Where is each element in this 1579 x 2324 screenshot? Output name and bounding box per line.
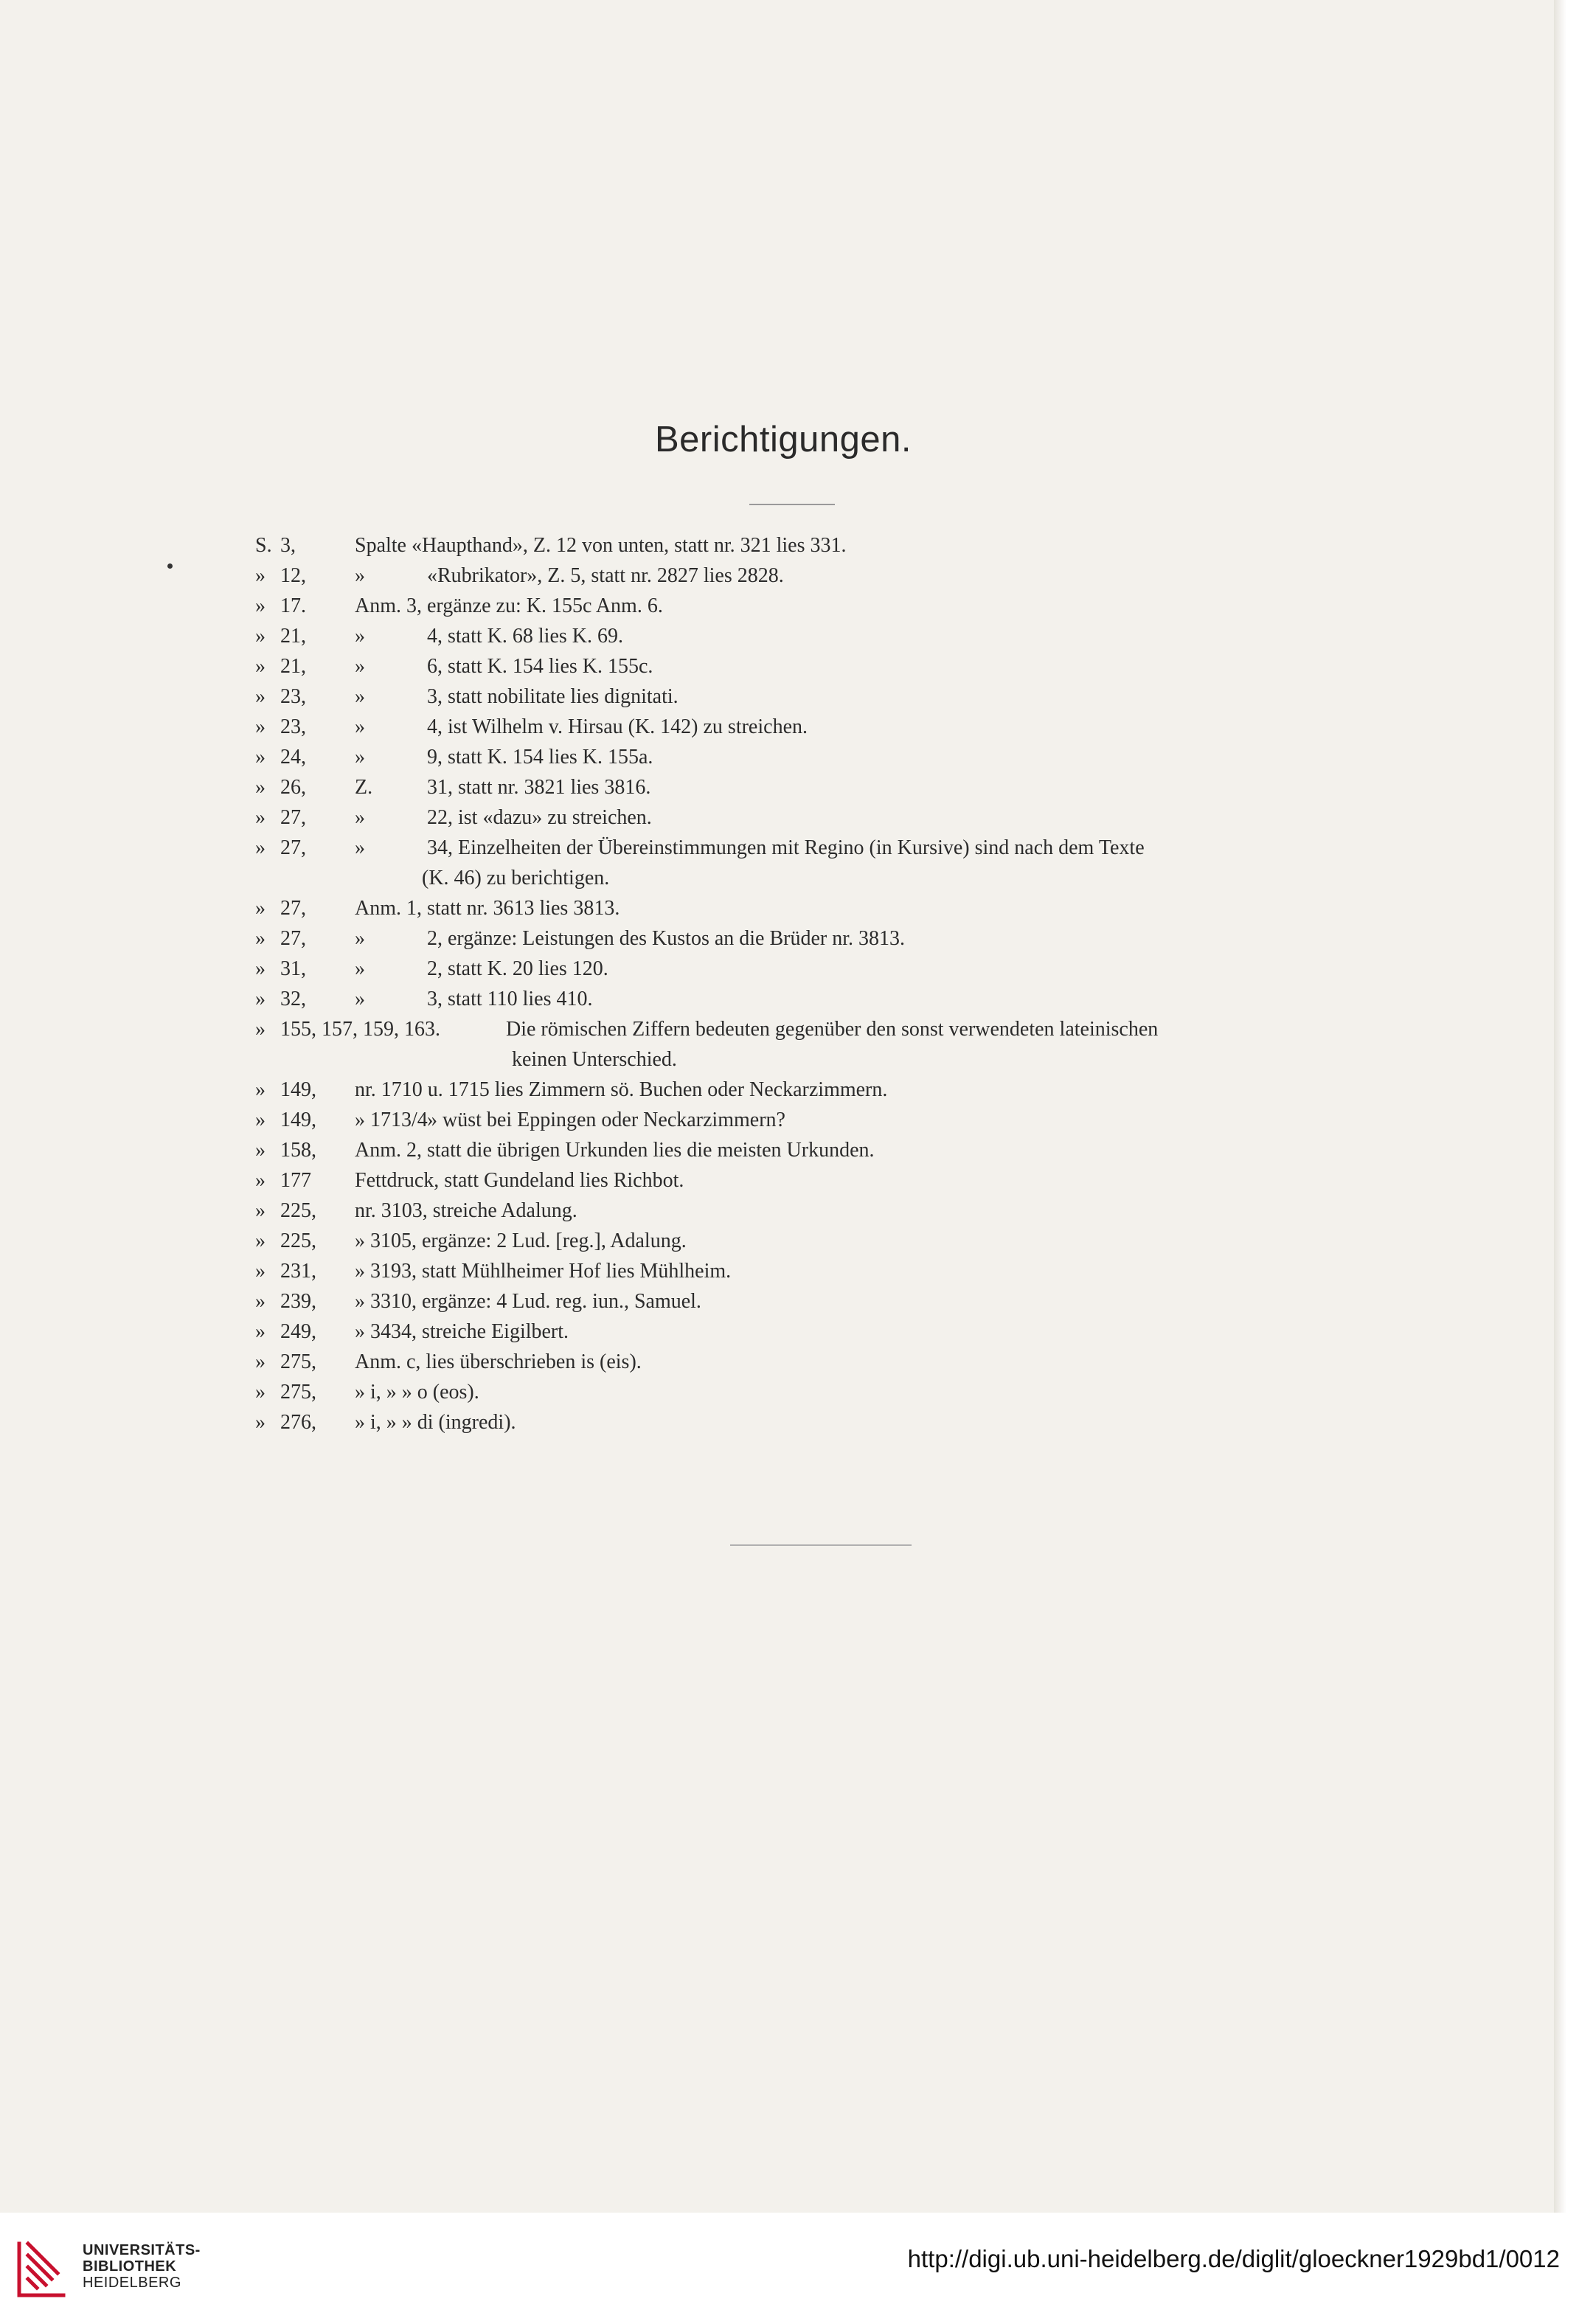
entry-continuation: keinen Unterschied.: [512, 1048, 677, 1071]
entry-page: 239,: [280, 1290, 316, 1313]
entry-reference: Anm. c, lies überschrieben is (eis).: [355, 1350, 642, 1373]
errata-entry: [255, 1347, 1394, 1377]
errata-entry: [255, 984, 1394, 1014]
entry-mark: »: [255, 1229, 266, 1252]
entry-page: 32,: [280, 988, 306, 1010]
entry-page: 23,: [280, 685, 306, 708]
entry-reference: Z.: [355, 776, 373, 799]
entry-mark: S.: [255, 534, 272, 557]
errata-entry: [255, 772, 1394, 802]
university-library-logo-icon: [15, 2239, 68, 2300]
entry-page: 149,: [280, 1078, 316, 1101]
entry-page: 3,: [280, 534, 296, 557]
entry-mark: »: [255, 1169, 266, 1192]
errata-entry: [255, 561, 1394, 591]
entry-reference: nr. 1710 u. 1715 lies Zimmern sö. Buchen oder Neckarzimmern.: [355, 1078, 888, 1101]
entry-mark: »: [255, 1320, 266, 1343]
entry-page: 225,: [280, 1199, 316, 1222]
entry-page: 177: [280, 1169, 311, 1192]
entry-page: 275,: [280, 1381, 316, 1404]
entry-page: 231,: [280, 1260, 316, 1283]
entry-reference: » 1713/4: [355, 1109, 428, 1131]
ink-dot: [167, 563, 173, 569]
errata-entry: [255, 893, 1394, 923]
entry-text: » wüst bei Eppingen oder Neckarzimmern?: [427, 1109, 785, 1131]
entry-mark: »: [255, 746, 266, 769]
entry-continuation: (K. 46) zu berichtigen.: [422, 867, 610, 889]
entry-reference: »: [355, 957, 365, 980]
errata-entry: [255, 802, 1394, 833]
errata-entry: [255, 742, 1394, 772]
entry-reference: Fettdruck, statt Gundeland lies Richbot.: [355, 1169, 684, 1192]
entry-mark: »: [255, 1078, 266, 1101]
entry-page: 24,: [280, 746, 306, 769]
errata-entry: [255, 1226, 1394, 1256]
entry-mark: »: [255, 1139, 266, 1162]
entry-reference: »: [355, 927, 365, 950]
entry-reference: » 3434, streiche Eigilbert.: [355, 1320, 569, 1343]
library-name-line3: HEIDELBERG: [83, 2275, 181, 2291]
end-rule: [730, 1544, 912, 1546]
entry-mark: »: [255, 1109, 266, 1131]
errata-list: [255, 530, 1394, 1437]
entry-mark: »: [255, 1381, 266, 1404]
entry-reference: Spalte «Haupthand», Z. 12 von unten, statt nr. 321 lies 331.: [355, 534, 847, 557]
errata-entry: [255, 1165, 1394, 1196]
entry-page: 31,: [280, 957, 306, 980]
entry-text: 22, ist «dazu» zu streichen.: [427, 806, 652, 829]
entry-reference: »: [355, 836, 365, 859]
entry-text: 2, statt K. 20 lies 120.: [427, 957, 608, 980]
errata-entry: [255, 1377, 1394, 1407]
entry-mark: »: [255, 776, 266, 799]
entry-page: 275,: [280, 1350, 316, 1373]
entry-page: 27,: [280, 806, 306, 829]
entry-reference: » 3310, ergänze: 4 Lud. reg. iun., Samuel.: [355, 1290, 701, 1313]
errata-entry: [255, 833, 1394, 893]
entry-reference: »: [355, 685, 365, 708]
entry-page: 149,: [280, 1109, 316, 1131]
errata-entry: [255, 591, 1394, 621]
errata-entry: [255, 1286, 1394, 1317]
entry-page: 276,: [280, 1411, 316, 1434]
entry-page: 21,: [280, 655, 306, 678]
errata-entry: [255, 651, 1394, 681]
entry-text: 4, statt K. 68 lies K. 69.: [427, 625, 623, 648]
entry-page: 155, 157, 159, 163.: [280, 1018, 440, 1041]
errata-entry: [255, 681, 1394, 712]
library-name: [83, 2242, 201, 2291]
entry-mark: »: [255, 625, 266, 648]
entry-text: Die römischen Ziffern bedeuten gegenüber den sonst verwendeten lateinischen: [506, 1018, 1159, 1041]
entry-mark: »: [255, 897, 266, 920]
entry-reference: nr. 3103, streiche Adalung.: [355, 1199, 577, 1222]
errata-entry: [255, 712, 1394, 742]
entry-reference: » 3193, statt Mühlheimer Hof lies Mühlheim.: [355, 1260, 732, 1283]
entry-mark: »: [255, 1260, 266, 1283]
library-name-line2: BIBLIOTHEK: [83, 2258, 177, 2275]
entry-reference: Anm. 3, ergänze zu: K. 155c Anm. 6.: [355, 594, 663, 617]
errata-entry: [255, 530, 1394, 561]
footer-bar: [0, 2213, 1579, 2324]
entry-mark: »: [255, 655, 266, 678]
entry-text: «Rubrikator», Z. 5, statt nr. 2827 lies 2828.: [427, 564, 784, 587]
entry-text: 34, Einzelheiten der Übereinstimmungen mit Regino (in Kursive) sind nach dem Texte: [427, 836, 1145, 859]
entry-page: 21,: [280, 625, 306, 648]
entry-text: 3, statt nobilitate lies dignitati.: [427, 685, 679, 708]
errata-entry: [255, 923, 1394, 954]
entry-text: 6, statt K. 154 lies K. 155c.: [427, 655, 653, 678]
errata-entry: [255, 1075, 1394, 1105]
entry-mark: »: [255, 1411, 266, 1434]
entry-mark: »: [255, 1018, 266, 1041]
entry-mark: »: [255, 594, 266, 617]
entry-reference: Anm. 2, statt die übrigen Urkunden lies die meisten Urkunden.: [355, 1139, 875, 1162]
entry-mark: »: [255, 1199, 266, 1222]
entry-mark: »: [255, 988, 266, 1010]
entry-page: 26,: [280, 776, 306, 799]
library-name-line1: UNIVERSITÄTS-: [83, 2242, 201, 2258]
entry-text: 9, statt K. 154 lies K. 155a.: [427, 746, 653, 769]
entry-reference: »: [355, 715, 365, 738]
entry-reference: »: [355, 746, 365, 769]
entry-page: 23,: [280, 715, 306, 738]
page-title: Berichtigungen.: [654, 420, 912, 459]
entry-page: 12,: [280, 564, 306, 587]
errata-entry: [255, 954, 1394, 984]
entry-mark: »: [255, 806, 266, 829]
entry-page: 225,: [280, 1229, 316, 1252]
entry-text: 4, ist Wilhelm v. Hirsau (K. 142) zu streichen.: [427, 715, 808, 738]
entry-mark: »: [255, 957, 266, 980]
entry-reference: »: [355, 625, 365, 648]
entry-mark: »: [255, 836, 266, 859]
entry-reference: »: [355, 655, 365, 678]
entry-reference: » i, » » o (eos).: [355, 1381, 479, 1404]
entry-text: 3, statt 110 lies 410.: [427, 988, 593, 1010]
entry-mark: »: [255, 927, 266, 950]
entry-text: 2, ergänze: Leistungen des Kustos an die Brüder nr. 3813.: [427, 927, 906, 950]
entry-reference: » 3105, ergänze: 2 Lud. [reg.], Adalung.: [355, 1229, 687, 1252]
entry-page: 17.: [280, 594, 306, 617]
errata-entry: [255, 1135, 1394, 1165]
entry-mark: »: [255, 1350, 266, 1373]
entry-page: 27,: [280, 836, 306, 859]
entry-reference: Anm. 1, statt nr. 3613 lies 3813.: [355, 897, 620, 920]
entry-mark: »: [255, 564, 266, 587]
errata-entry: [255, 1256, 1394, 1286]
errata-entry: [255, 1014, 1394, 1075]
entry-mark: »: [255, 1290, 266, 1313]
title-rule: [749, 504, 835, 505]
entry-reference: » i, » » di (ingredi).: [355, 1411, 516, 1434]
entry-page: 249,: [280, 1320, 316, 1343]
errata-entry: [255, 1196, 1394, 1226]
entry-reference: »: [355, 806, 365, 829]
errata-entry: [255, 1105, 1394, 1135]
entry-page: 27,: [280, 897, 306, 920]
entry-reference: »: [355, 988, 365, 1010]
entry-text: 31, statt nr. 3821 lies 3816.: [427, 776, 651, 799]
entry-page: 158,: [280, 1139, 316, 1162]
page-edge: [1554, 0, 1566, 2213]
errata-entry: [255, 1317, 1394, 1347]
entry-page: 27,: [280, 927, 306, 950]
source-url-link[interactable]: http://digi.ub.uni-heidelberg.de/diglit/gloeckner1929bd1/0012: [907, 2245, 1560, 2272]
errata-entry: [255, 621, 1394, 651]
entry-mark: »: [255, 715, 266, 738]
entry-mark: »: [255, 685, 266, 708]
entry-reference: »: [355, 564, 365, 587]
errata-entry: [255, 1407, 1394, 1437]
